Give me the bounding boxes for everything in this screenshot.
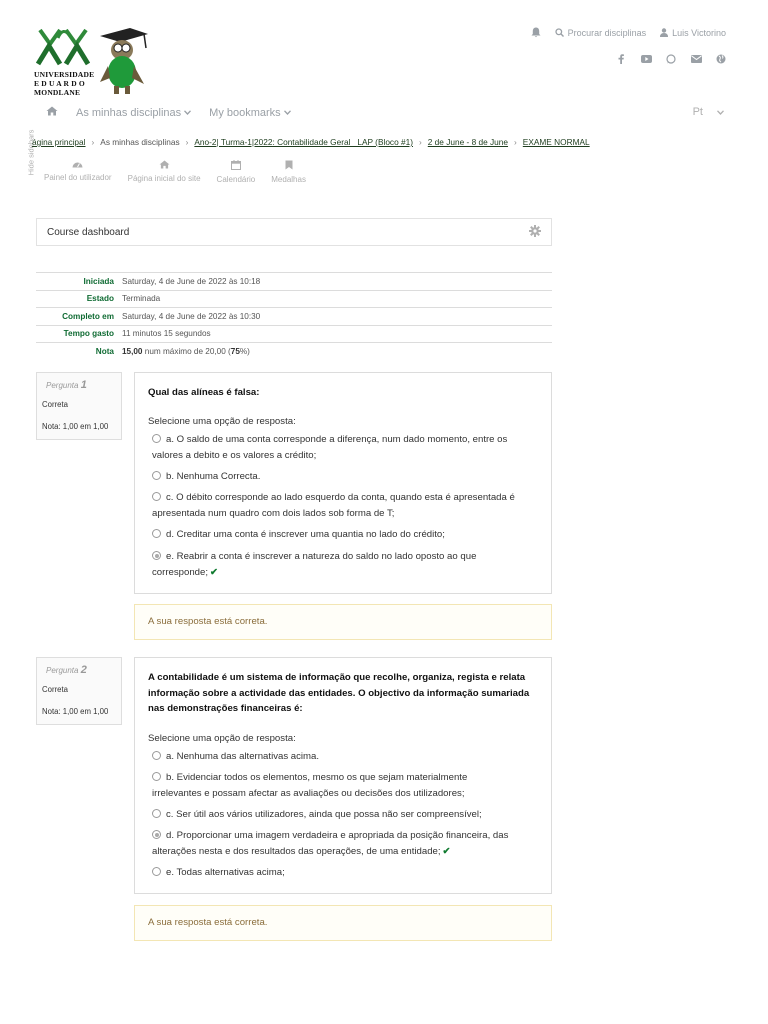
social-links (614, 53, 728, 65)
breadcrumb-separator-icon: › (514, 137, 517, 147)
my-courses-label: As minhas disciplinas (76, 106, 182, 119)
question-mark: Nota: 1,00 em 1,00 (42, 422, 109, 431)
language-label: Pt (692, 106, 703, 118)
option-text: a. Nenhuma das alternativas acima. (166, 751, 320, 762)
quick-link-site-home[interactable] (128, 160, 201, 184)
summary-value: 11 minutos 15 segundos (118, 325, 552, 343)
option-text: apresentada num quadro com dois lados sob forma de T; (152, 508, 395, 519)
quick-link-label: Calendário (216, 175, 256, 184)
logo-wordmark (34, 70, 94, 97)
question-text-line: nas demonstrações financeiras é: (148, 703, 303, 714)
option-text: e. Todas alternativas acima; (166, 867, 285, 878)
logo-line: MONDLANE (34, 88, 81, 97)
summary-key: Tempo gasto (36, 325, 118, 343)
option-text: e. Reabrir a conta é inscrever a natureza do saldo no lado oposto ao que (166, 551, 477, 562)
summary-value: Saturday, 4 de June de 2022 às 10:18 (118, 273, 552, 291)
breadcrumb (32, 137, 590, 147)
breadcrumb-home[interactable]: ágina principal (32, 137, 86, 147)
option-text: a. O saldo de uma conta corresponde a diferença, num dado momento, entre os (166, 434, 508, 445)
grade-value: 15,00 (122, 346, 143, 356)
summary-row-state (36, 290, 552, 308)
question-2-feedback (134, 905, 552, 941)
radio-button[interactable] (152, 751, 161, 760)
check-icon: ✔ (210, 567, 219, 578)
whatsapp-icon[interactable] (664, 53, 678, 65)
owl-mascot-icon (96, 26, 152, 98)
breadcrumb-course[interactable]: Ano-2| Turma-1|2022: Contabilidade Geral _LAP (Bloco #1) (194, 137, 413, 147)
grade-suffix: %) (239, 346, 250, 356)
top-user-bar (531, 27, 726, 38)
answer-option-b[interactable] (152, 770, 537, 802)
radio-button-selected[interactable] (152, 830, 161, 839)
quick-link-label: Medalhas (271, 175, 306, 184)
globe-icon[interactable] (714, 53, 728, 65)
bookmark-icon (285, 160, 293, 170)
radio-button[interactable] (152, 529, 161, 538)
breadcrumb-week[interactable]: 2 de June - 8 de June (427, 137, 509, 147)
option-text: c. Ser útil aos vários utilizadores, ainda que possa não ser compreensível; (166, 809, 482, 820)
language-menu[interactable] (693, 106, 724, 118)
summary-key: Iniciada (36, 273, 118, 291)
radio-button[interactable] (152, 772, 161, 781)
question-1-content (134, 372, 552, 594)
user-icon (660, 28, 668, 37)
radio-button[interactable] (152, 471, 161, 480)
main-navbar (46, 106, 291, 119)
option-text: valores a debito e os valores a crédito; (152, 450, 317, 461)
summary-value (118, 343, 552, 360)
facebook-icon[interactable] (614, 53, 628, 65)
question-text: Qual das alíneas é falsa: (148, 387, 260, 398)
attempt-summary-table (36, 272, 552, 360)
option-text: irrelevantes e possam afectar as avaliações ou decisões dos utilizadores; (152, 788, 465, 799)
calendar-icon (231, 160, 241, 170)
question-1-info (36, 372, 122, 440)
user-menu[interactable] (660, 28, 726, 38)
summary-row-started (36, 273, 552, 291)
radio-button[interactable] (152, 434, 161, 443)
feedback-text: A sua resposta está correta. (148, 917, 268, 928)
question-state: Correta (42, 685, 68, 694)
answer-option-c[interactable] (152, 807, 537, 823)
option-text: alterações nesta e dos resultados das operações, de uma entidade; (152, 846, 441, 857)
course-search-link[interactable] (555, 28, 647, 38)
uem-emblem-icon (36, 24, 90, 68)
question-number: 1 (80, 379, 87, 391)
chevron-down-icon (184, 110, 191, 115)
question-2-info (36, 657, 122, 725)
question-label: Pergunta (46, 381, 79, 390)
summary-key: Completo em (36, 308, 118, 326)
chevron-down-icon (717, 110, 724, 115)
logo-line: E D U A R D O (34, 79, 85, 88)
answer-option-e[interactable] (152, 865, 537, 881)
answer-option-a[interactable] (152, 749, 537, 765)
feedback-text: A sua resposta está correta. (148, 616, 268, 627)
grade-max: num máximo de 20,00 ( (142, 346, 231, 356)
breadcrumb-separator-icon: › (91, 137, 95, 147)
question-text-line: informação sobre a actividade das entidades. O objectivo da informação sumariada (148, 687, 530, 699)
answer-option-d[interactable] (152, 828, 537, 860)
option-text: d. Proporcionar uma imagem verdadeira e apropriada da posição financeira, das (166, 830, 509, 841)
answer-option-d[interactable] (152, 527, 537, 543)
question-number-label (37, 658, 121, 676)
answer-option-a[interactable] (152, 432, 537, 464)
hide-sidebars-label: Hide sidebars (26, 129, 36, 176)
question-number-label (37, 373, 121, 391)
gear-icon[interactable] (529, 225, 541, 237)
question-number: 2 (80, 664, 87, 676)
quick-link-dashboard[interactable] (44, 160, 112, 184)
course-dashboard-title: Course dashboard (47, 227, 130, 238)
summary-value: Saturday, 4 de June de 2022 às 10:30 (118, 308, 552, 326)
answer-option-c[interactable] (152, 490, 537, 522)
option-text: d. Creditar uma conta é inscrever uma quantia no lado do crédito; (166, 529, 445, 540)
home-icon[interactable] (46, 106, 58, 119)
question-mark: Nota: 1,00 em 1,00 (42, 707, 109, 716)
user-name: Luis Victorino (672, 27, 726, 38)
home-icon (159, 160, 170, 169)
university-logo[interactable] (34, 24, 95, 98)
question-label: Pergunta (46, 666, 79, 675)
question-text-line: A contabilidade é um sistema de informação que recolhe, organiza, regista e relata (148, 672, 526, 683)
question-state: Correta (42, 400, 68, 409)
course-dashboard-bar[interactable] (36, 218, 552, 246)
summary-key: Estado (36, 290, 118, 308)
grade-percent: 75 (230, 346, 240, 356)
search-label: Procurar disciplinas (567, 27, 647, 38)
answer-prompt: Selecione uma opção de resposta: (148, 416, 296, 427)
youtube-icon[interactable] (639, 53, 653, 65)
bookmarks-label: My bookmarks (209, 106, 281, 119)
chevron-down-icon (284, 110, 291, 115)
option-text: b. Evidenciar todos os elementos, mesmo os que sejam materialmente (166, 772, 468, 783)
search-icon (555, 28, 564, 37)
breadcrumb-separator-icon: › (419, 137, 422, 147)
quick-link-calendar[interactable] (217, 160, 256, 184)
quick-link-label: Painel do utilizador (44, 173, 112, 182)
quick-links (44, 160, 306, 184)
breadcrumb-my-courses[interactable]: As minhas disciplinas (100, 137, 180, 147)
answer-option-b[interactable] (152, 469, 537, 485)
summary-value: Terminada (118, 290, 552, 308)
bookmarks-menu[interactable] (209, 107, 291, 119)
logo-line: UNIVERSIDADE (34, 70, 95, 79)
breadcrumb-separator-icon: › (185, 137, 189, 147)
question-text (148, 670, 543, 717)
radio-button[interactable] (152, 867, 161, 876)
summary-row-completed (36, 308, 552, 326)
question-2-content (134, 657, 552, 894)
dashboard-icon (72, 160, 83, 168)
radio-button[interactable] (152, 809, 161, 818)
summary-row-grade (36, 343, 552, 360)
quick-link-label: Página inicial do site (127, 174, 201, 183)
summary-key: Nota (36, 343, 118, 360)
my-courses-menu[interactable] (76, 107, 191, 119)
check-icon: ✔ (442, 846, 451, 857)
radio-button[interactable] (152, 492, 161, 501)
option-text: b. Nenhuma Correcta. (166, 471, 261, 482)
answer-option-e[interactable] (152, 549, 537, 581)
quick-link-badges[interactable] (271, 160, 306, 184)
option-text: c. O débito corresponde ao lado esquerdo da conta, quando esta é apresentada é (166, 492, 515, 503)
answer-prompt: Selecione uma opção de resposta: (148, 733, 296, 744)
question-1-feedback (134, 604, 552, 640)
summary-row-time-taken (36, 325, 552, 343)
breadcrumb-exam[interactable]: EXAME NORMAL (522, 137, 590, 147)
hide-sidebars-toggle[interactable] (26, 128, 38, 180)
radio-button-selected[interactable] (152, 551, 161, 560)
mail-icon[interactable] (689, 53, 703, 65)
notifications-bell-icon[interactable] (531, 27, 541, 38)
option-text: corresponde; (152, 567, 208, 578)
